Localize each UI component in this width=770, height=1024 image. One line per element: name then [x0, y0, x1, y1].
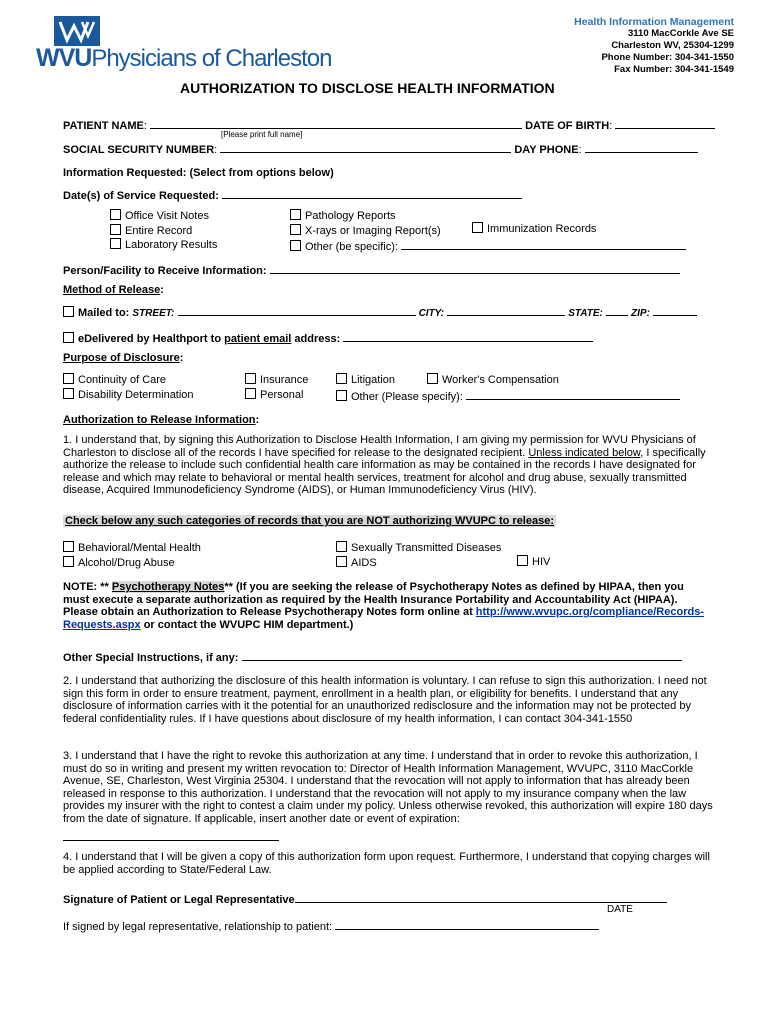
expiration-field[interactable]	[63, 838, 279, 841]
checkbox-option[interactable]	[517, 555, 550, 568]
method-heading: Method of Release:	[63, 284, 164, 296]
street-label: STREET:	[132, 308, 175, 319]
option-label: Office Visit Notes	[125, 210, 209, 222]
other-purpose-field[interactable]	[466, 388, 680, 400]
paragraph-4: 4. I understand that I will be given a copy of this authorization form upon request. Furthermore, I understand that copying charges will be applied according to State/Federal Law.	[63, 851, 710, 876]
address-line: 3110 MacCorkle Ave SE	[628, 28, 734, 39]
signature-label: Signature of Patient or Legal Representative	[63, 894, 295, 906]
p1-underlined: Unless indicated below	[528, 446, 641, 459]
option-label: Pathology Reports	[305, 210, 396, 222]
relationship-field[interactable]	[335, 918, 599, 930]
checkbox[interactable]	[336, 556, 347, 567]
city-line: Charleston WV, 25304-1299	[611, 40, 734, 51]
checkbox[interactable]	[472, 222, 483, 233]
checkbox[interactable]	[63, 306, 74, 317]
checkbox[interactable]	[245, 373, 256, 384]
not-auth-col1	[63, 541, 201, 570]
state-field[interactable]	[606, 304, 628, 316]
option-label: Laboratory Results	[125, 239, 218, 251]
checkbox-option[interactable]	[63, 541, 201, 556]
paragraph-3: 3. I understand that I have the right to revoke this authorization at any time. I understand that in order to revoke this authorization, I must do so in writing and present my written revocation to: Director of Health Information Management, WVUPC, 3110 MacCorkle Avenue, SE, Charleston, West Virginia 25304. I understand that the revocation will not apply to information that has already been released in response to this authorization. I understand that the revocation will not apply to my insurance company when the law provides my insurer with the right to contest a claim under my policy. Unless otherwise revoked, this authorization will expire 180 days from the date of signature. If applicable, insert another date or event of expiration:	[63, 750, 713, 825]
dept-name: Health Information Management	[574, 16, 734, 28]
checkbox-option[interactable]	[245, 388, 308, 403]
day-phone-field[interactable]	[585, 141, 698, 153]
special-instructions-label: Other Special Instructions, if any:	[63, 652, 239, 664]
purpose-heading-text: Purpose of Disclosure	[63, 352, 180, 364]
signature-field[interactable]	[295, 891, 667, 903]
zip-label: ZIP:	[631, 308, 650, 319]
checkbox[interactable]	[110, 224, 121, 235]
purpose-col1	[63, 373, 194, 402]
logo	[36, 16, 356, 72]
edelivered-row	[63, 330, 593, 345]
zip-field[interactable]	[653, 304, 697, 316]
paragraph-1	[63, 434, 713, 497]
signature-date-label: DATE	[607, 904, 633, 915]
signature-row	[63, 891, 667, 906]
checkbox-option[interactable]	[472, 222, 596, 235]
checkbox[interactable]	[336, 373, 347, 384]
checkbox[interactable]	[63, 388, 74, 399]
page-title: AUTHORIZATION TO DISCLOSE HEALTH INFORMATION	[180, 80, 555, 96]
checkbox-option[interactable]	[336, 556, 501, 571]
email-field[interactable]	[343, 330, 593, 342]
logo-org-name: Physicians of Charleston	[91, 45, 332, 72]
checkbox-option[interactable]	[63, 373, 194, 388]
checkbox[interactable]	[63, 332, 74, 343]
phone-line: Phone Number: 304-341-1550	[601, 52, 734, 63]
contact-block	[474, 16, 734, 76]
checkbox[interactable]	[110, 209, 121, 220]
checkbox[interactable]	[63, 541, 74, 552]
checkbox[interactable]	[110, 238, 121, 249]
not-auth-col2	[336, 541, 501, 570]
dob-label: DATE OF BIRTH	[525, 120, 610, 132]
relationship-row	[63, 918, 599, 933]
checkbox[interactable]	[290, 224, 301, 235]
option-label: Other (Please specify):	[351, 390, 463, 403]
checkbox-option[interactable]	[110, 209, 217, 224]
patient-name-field[interactable]	[150, 117, 522, 129]
not-authorizing-heading: Check below any such categories of records that you are NOT authorizing WVUPC to release:	[65, 515, 555, 527]
special-instructions-row	[63, 649, 682, 664]
checkbox[interactable]	[290, 240, 301, 251]
ssn-row: SOCIAL SECURITY NUMBER: DAY PHONE:	[63, 141, 698, 156]
city-label: CITY:	[418, 308, 445, 319]
option-label: HIV	[532, 556, 551, 568]
checkbox-option[interactable]	[110, 224, 217, 239]
checkbox-option[interactable]	[110, 238, 217, 253]
city-field[interactable]	[447, 304, 565, 316]
p1-part-b: , I specifically authorize the release to include such confidential health care information as may be contained in the records I have designated for release and which may relate to behavioral or mental health services, treatment for alcohol and drug abuse, sexually transmitted disease, Acquired Immunodeficiency Syndrome (AIDS), or Human Immunodeficiency Virus (HIV).	[63, 446, 706, 497]
special-instructions-field[interactable]	[242, 649, 682, 661]
street-field[interactable]	[178, 304, 416, 316]
logo-wvu: WVU	[36, 44, 92, 72]
edelivered-pre: eDelivered by Healthport to	[78, 333, 225, 345]
note-psych: Psychotherapy Notes	[111, 581, 225, 593]
wvu-flying-wv-icon	[54, 16, 100, 46]
checkbox[interactable]	[290, 209, 301, 220]
checkbox-option[interactable]	[336, 388, 680, 405]
checkbox[interactable]	[63, 373, 74, 384]
dob-field[interactable]	[615, 117, 715, 129]
purpose-col4	[427, 373, 559, 386]
authorization-heading-text: Authorization to Release Information	[63, 414, 256, 426]
dates-field[interactable]	[222, 187, 522, 199]
option-label: X-rays or Imaging Report(s)	[305, 224, 441, 237]
recipient-label: Person/Facility to Receive Information:	[63, 265, 267, 277]
fax-line: Fax Number: 304-341-1549	[614, 64, 734, 75]
print-hint: [Please print full name]	[221, 130, 303, 139]
option-label: Immunization Records	[487, 223, 597, 235]
relationship-label: If signed by legal representative, relationship to patient:	[63, 921, 333, 933]
checkbox[interactable]	[336, 390, 347, 401]
purpose-col2	[245, 373, 308, 402]
dates-label: Date(s) of Service Requested:	[63, 190, 219, 202]
edelivered-post: address:	[291, 333, 341, 345]
note-body: ** (If you are seeking the release of Psychotherapy Notes as defined by HIPAA, then you must execute a separate authorization as required by the Health Insurance Portability and Accountability Act (HIPAA). Please obtain an Authorization to Release Psychotherapy Notes form online at	[63, 581, 684, 619]
checkbox-option[interactable]	[336, 541, 501, 556]
option-label: Disability Determination	[78, 388, 194, 401]
recipient-row	[63, 262, 680, 277]
purpose-heading: Purpose of Disclosure:	[63, 352, 184, 364]
note-prefix: NOTE: **	[63, 581, 112, 593]
other-specific-field[interactable]	[401, 238, 686, 250]
option-label: Behavioral/Mental Health	[78, 542, 201, 554]
checkbox[interactable]	[336, 541, 347, 552]
checkbox-option[interactable]	[63, 388, 194, 403]
note-suffix: or contact the WVUPC HIM department.)	[140, 618, 354, 631]
info-col3	[472, 222, 596, 235]
checkbox-option[interactable]	[290, 238, 686, 255]
method-heading-text: Method of Release	[63, 284, 161, 296]
checkbox[interactable]	[245, 388, 256, 399]
ssn-field[interactable]	[220, 141, 511, 153]
option-label: Personal	[260, 388, 304, 401]
state-label: STATE:	[568, 308, 603, 319]
day-phone-label: DAY PHONE	[514, 144, 579, 156]
ssn-label: SOCIAL SECURITY NUMBER	[63, 144, 215, 156]
info-requested-heading: Information Requested: (Select from options below)	[63, 167, 334, 179]
recipient-field[interactable]	[270, 262, 680, 274]
option-label: Alcohol/Drug Abuse	[78, 556, 175, 569]
authorization-heading: Authorization to Release Information:	[63, 414, 260, 426]
checkbox-option[interactable]	[63, 556, 201, 571]
option-label: AIDS	[351, 556, 377, 569]
option-label: Continuity of Care	[78, 374, 167, 386]
dates-row	[63, 187, 522, 202]
checkbox[interactable]	[517, 555, 528, 566]
p1-part-a: 1. I understand that, by signing this Authorization to Disclose Health Information, I am giving my permission for WVU Physicians of Charleston to disclose all of the records I have specified for release to the designated recipient.	[63, 434, 696, 459]
mailed-label: Mailed to:	[78, 307, 130, 319]
checkbox-option[interactable]	[427, 373, 559, 386]
edelivered-link: patient email	[224, 333, 292, 345]
checkbox[interactable]	[63, 556, 74, 567]
info-col1	[110, 209, 217, 253]
patient-name-label: PATIENT NAME	[63, 120, 144, 132]
mailed-row	[63, 304, 697, 319]
option-label: Other (be specific):	[305, 241, 398, 253]
paragraph-2: 2. I understand that authorizing the disclosure of this health information is voluntary. I can refuse to sign this authorization. I need not sign this form in order to ensure treatment, payment, enrollment in a health plan, or eligibility for benefits. I understand that any disclosure of information carries with it the potential for an unauthorized redisclosure and the information may not be protected by federal confidentiality rules. If I have questions about disclosure of my health information, I can contact 304-341-1550	[63, 675, 707, 725]
checkbox-option[interactable]	[245, 373, 308, 388]
records-request-link[interactable]: http://www.wvupc.org/compliance/Records-Requests.aspx	[63, 606, 704, 631]
patient-name-row: PATIENT NAME: DATE OF BIRTH:	[63, 117, 715, 132]
option-label: Litigation	[351, 374, 396, 386]
psychotherapy-note	[63, 581, 713, 631]
option-label: Entire Record	[125, 224, 193, 237]
not-auth-col3	[517, 555, 550, 568]
option-label: Sexually Transmitted Diseases	[351, 542, 502, 554]
option-label: Insurance	[260, 374, 309, 386]
option-label: Worker's Compensation	[442, 374, 559, 386]
checkbox[interactable]	[427, 373, 438, 384]
